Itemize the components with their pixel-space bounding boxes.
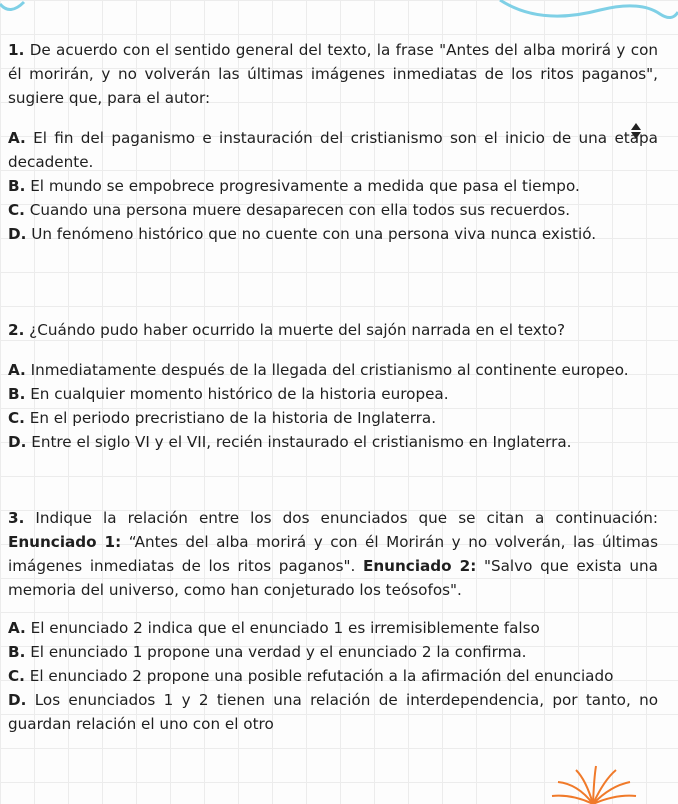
decorative-wave <box>0 0 678 26</box>
option-b[interactable]: B. El mundo se empobrece progresivamente a medida que pasa el tiempo. <box>8 177 580 195</box>
option-c[interactable]: C. Cuando una persona muere desaparecen con ella todos sus recuerdos. <box>8 201 571 219</box>
statement-2-label: Enunciado 2: <box>363 557 477 575</box>
option-a[interactable]: A. El enunciado 2 indica que el enunciado 1 es irremisiblemente falso <box>8 619 540 637</box>
question-number: 2. <box>8 321 25 339</box>
question-stem: Indique la relación entre los dos enunciados que se citan a continuación: <box>35 509 658 527</box>
decorative-flower <box>548 764 638 804</box>
question-stem: ¿Cuándo pudo haber ocurrido la muerte del sajón narrada en el texto? <box>29 321 566 339</box>
option-c[interactable]: C. El enunciado 2 propone una posible refutación a la afirmación del enunciado <box>8 667 614 685</box>
option-a[interactable]: A. Inmediatamente después de la llegada del cristianismo al continente europeo. <box>8 361 629 379</box>
statement-2-text: "Salvo que exista una memoria del universo, como han conjeturado los teósofos". <box>8 557 658 599</box>
question-stem: De acuerdo con el sentido general del texto, la frase "Antes del alba morirá y con él morirán, y no volverán las últimas imágenes inmediatas de los ritos paganos", sugiere que, para el autor: <box>8 41 659 107</box>
option-c[interactable]: C. En el periodo precristiano de la historia de Inglaterra. <box>8 409 437 427</box>
option-b[interactable]: B. En cualquier momento histórico de la historia europea. <box>8 385 449 403</box>
question-3 <box>8 506 658 736</box>
question-number: 1. <box>8 41 25 59</box>
option-d[interactable]: D. Los enunciados 1 y 2 tienen una relación de interdependencia, por tanto, no guardan relación el uno con el otro <box>8 691 658 733</box>
option-b[interactable]: B. El enunciado 1 propone una verdad y el enunciado 2 la confirma. <box>8 643 527 661</box>
question-1 <box>8 38 658 246</box>
option-a[interactable]: A. El fin del paganismo e instauración del cristianismo son el inicio de una etapa decadente. <box>8 129 658 171</box>
statement-1-label: Enunciado 1: <box>8 533 122 551</box>
question-2 <box>8 318 658 454</box>
question-number: 3. <box>8 509 25 527</box>
option-d[interactable]: D. Entre el siglo VI y el VII, recién instaurado el cristianismo en Inglaterra. <box>8 433 572 451</box>
option-d[interactable]: D. Un fenómeno histórico que no cuente con una persona viva nunca existió. <box>8 225 597 243</box>
sort-arrows-icon[interactable] <box>630 118 642 144</box>
statement-1-text: “Antes del alba morirá y con él Morirán y no volverán, las últimas imágenes inmediatas de los ritos paganos". <box>8 533 658 575</box>
